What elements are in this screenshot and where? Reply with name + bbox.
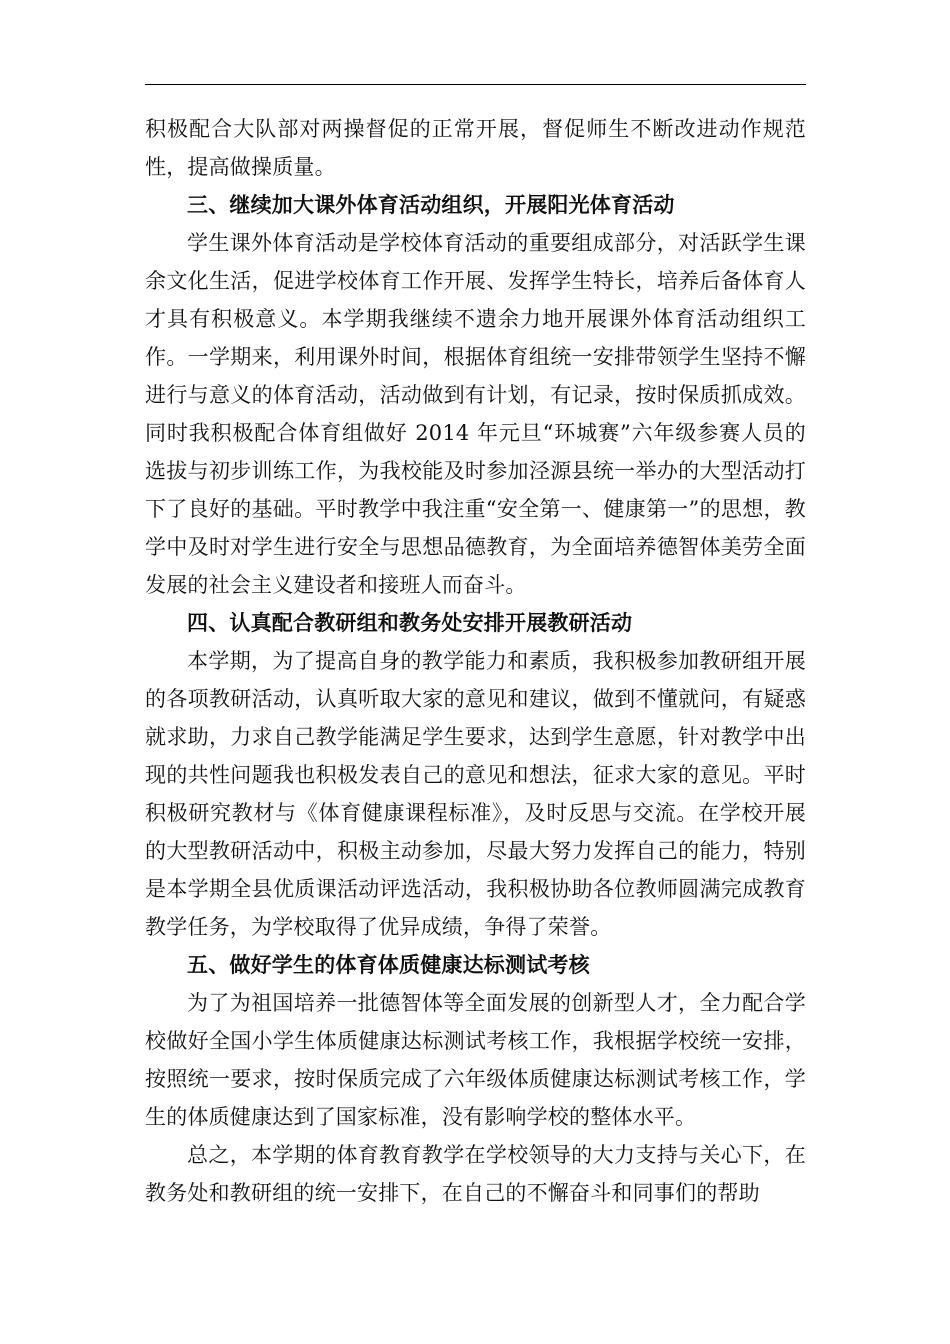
paragraph-extracurricular-activities: 学生课外体育活动是学校体育活动的重要组成部分，对活跃学生课余文化生活，促进学校体育工作开展、发挥学生特长，培养后备体育人才具有积极意义。本学期我继续不遗余力地开展课外体育活动组织工作。一学期来，利用课外时间，根据体育组统一安排带领学生坚持不懈进行与意义的体育活动，活动做到有计划，有记录，按时保质抓成效。同时我积极配合体育组做好 2014 年元旦“环城赛”六年级参赛人员的选拔与初步训练工作，为我校能及时参加泾源县统一举办的大型活动打下了良好的基础。平时教学中我注重“安全第一、健康第一”的思想，教学中及时对学生进行安全与思想品德教育，为全面培养德智体美劳全面发展的社会主义建设者和接班人而奋斗。 [145, 231, 806, 597]
paragraph-teaching-research: 本学期，为了提高自身的教学能力和素质，我积极参加教研组开展的各项教研活动，认真听取大家的意见和建议，做到不懂就问，有疑惑就求助，力求自己教学能满足学生要求，达到学生意愿，针对教学中出现的共性问题我也积极发表自己的意见和想法，征求大家的意见。平时积极研究教材与《体育健康课程标准》，及时反思与交流。在学校开展的大型教研活动中，积极主动参加，尽最大努力发挥自己的能力，特别是本学期全县优质课活动评选活动，我积极协助各位教师圆满完成教育教学任务，为学校取得了优异成绩，争得了荣誉。 [145, 649, 806, 939]
section-heading-3: 三、继续加大课外体育活动组织，开展阳光体育活动 [187, 192, 675, 217]
paragraph-summary: 总之，本学期的体育教育教学在学校领导的大力支持与关心下，在教务处和教研组的统一安排下，在自己的不懈奋斗和同事们的帮助 [145, 1143, 806, 1205]
paragraph-fitness-testing: 为了为祖国培养一批德智体等全面发展的创新型人才，全力配合学校做好全国小学生体质健康达标测试考核工作，我根据学校统一安排，按照统一要求，按时保质完成了六年级体质健康达标测试考核工作，学生的体质健康达到了国家标准，没有影响学校的整体水平。 [145, 991, 806, 1129]
document-body [145, 110, 806, 1212]
section-heading-4: 四、认真配合教研组和教务处安排开展教研活动 [187, 610, 633, 635]
header-rule [145, 84, 806, 85]
section-heading-5: 五、做好学生的体育体质健康达标测试考核 [187, 952, 590, 977]
paragraph-continuation: 积极配合大队部对两操督促的正常开展，督促师生不断改进动作规范性，提高做操质量。 [145, 117, 806, 179]
